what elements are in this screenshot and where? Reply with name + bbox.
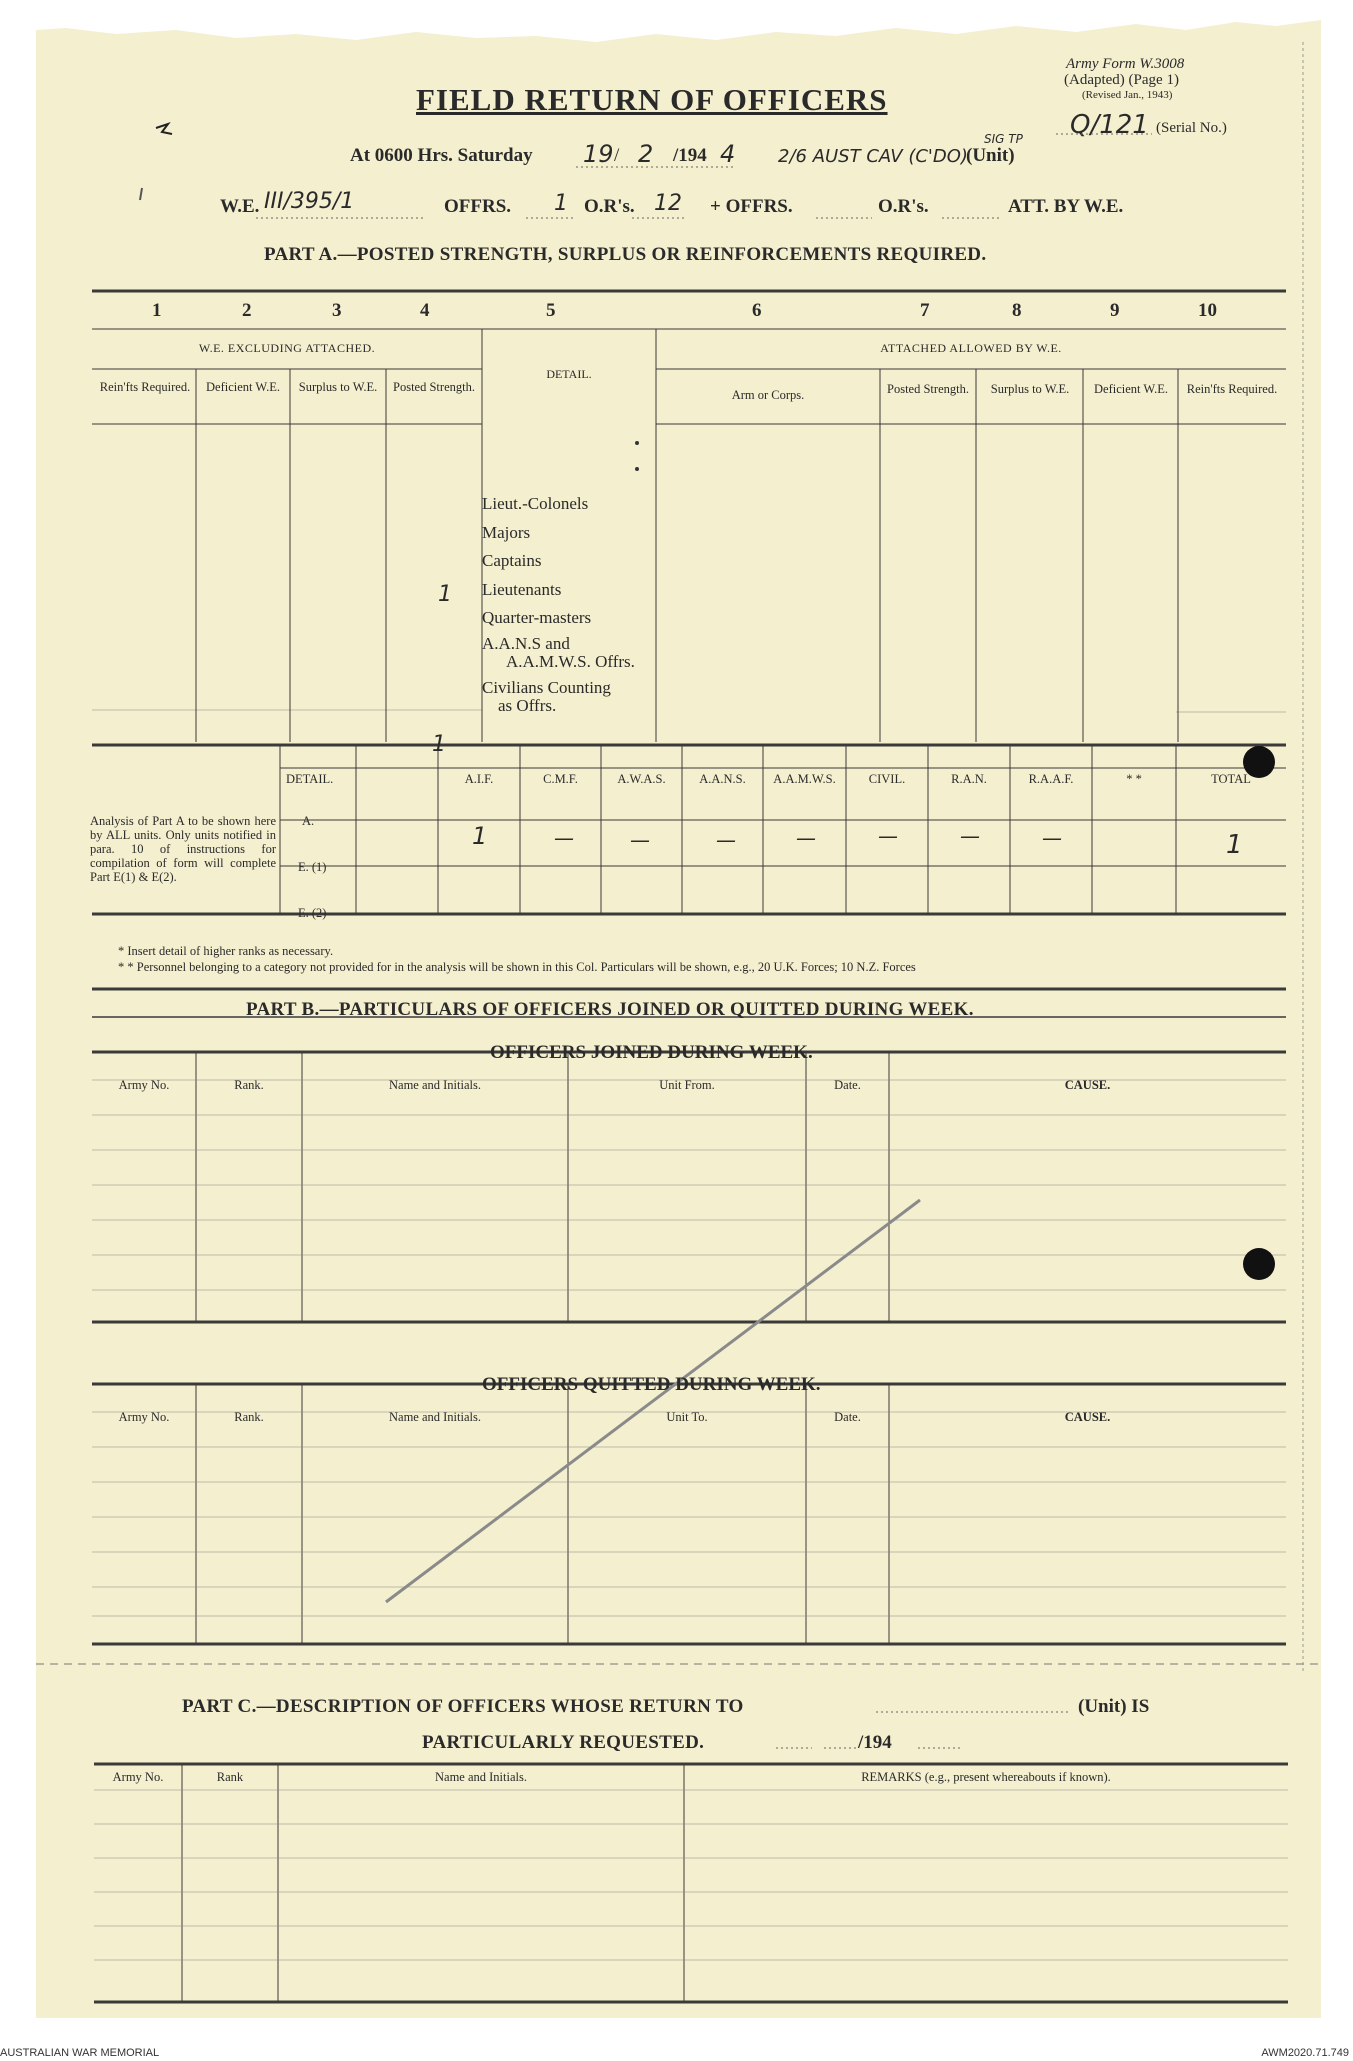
ors-value: 12 xyxy=(654,191,682,216)
detail-row: Civilians Counting xyxy=(482,677,611,697)
col-number-2: 2 xyxy=(242,300,252,321)
detail-row: A.A.M.W.S. Offrs. xyxy=(506,651,635,671)
army-form-revised: (Revised Jan., 1943) xyxy=(1082,89,1173,101)
quitted-header-cause: CAUSE. xyxy=(1064,1410,1111,1424)
footer-source: AUSTRALIAN WAR MEMORIAL xyxy=(0,2047,160,2059)
att-label: ATT. BY W.E. xyxy=(1008,196,1124,217)
detail-header: DETAIL. xyxy=(546,367,592,381)
part-c-date: /194 xyxy=(858,1732,892,1753)
col-number-5: 5 xyxy=(546,300,556,321)
joined-header-name: Name and Initials. xyxy=(389,1078,481,1092)
analysis-a-total: 1 xyxy=(1226,830,1243,860)
analysis-a-aamws: — xyxy=(796,826,816,850)
footnote-2: * * Personnel belonging to a category not provided for in the analysis will be shown in this Col. Particulars will be shown, e.g., 20 U.K. Forces; 10 N.Z. Forces xyxy=(118,960,916,974)
analysis-col-aif: A.I.F. xyxy=(464,772,494,786)
ors2-label: O.R's. xyxy=(878,196,929,217)
header-deficient-we-left: Deficient W.E. xyxy=(206,380,280,394)
analysis-col-aans: A.A.N.S. xyxy=(699,772,746,786)
footnote-1: * Insert detail of higher ranks as necessary. xyxy=(118,944,334,958)
unit-sup: SIG TP xyxy=(984,132,1023,146)
quitted-heading: OFFICERS QUITTED DURING WEEK. xyxy=(482,1374,821,1395)
lieutenants-posted-value: 1 xyxy=(438,582,452,607)
we-label: W.E. xyxy=(220,196,260,217)
joined-header-unit-from: Unit From. xyxy=(659,1078,715,1092)
part-c-header-rank: Rank xyxy=(216,1770,244,1784)
ors-label: O.R's. xyxy=(584,196,635,217)
joined-header-army-no: Army No. xyxy=(118,1078,170,1092)
detail-row: Lieutenants xyxy=(482,579,562,599)
attached-allowed-label: ATTACHED ALLOWED BY W.E. xyxy=(880,341,1062,355)
total-posted-value: 1 xyxy=(432,732,446,757)
quitted-header-rank: Rank. xyxy=(234,1410,264,1424)
col-number-8: 8 xyxy=(1012,300,1022,321)
unit-label: (Unit) xyxy=(966,145,1015,166)
col-number-10: 10 xyxy=(1198,300,1217,321)
quitted-header-army-no: Army No. xyxy=(118,1410,170,1424)
page-title: FIELD RETURN OF OFFICERS xyxy=(416,82,888,117)
part-c-header-remarks: REMARKS (e.g., present whereabouts if known). xyxy=(861,1770,1111,1784)
joined-header-rank: Rank. xyxy=(234,1078,264,1092)
detail-rank-list xyxy=(482,490,635,715)
col-number-1: 1 xyxy=(152,300,162,321)
col-number-4: 4 xyxy=(420,300,430,321)
analysis-a-awas: — xyxy=(630,828,650,852)
army-form-number: Army Form W.3008 xyxy=(1066,56,1185,72)
analysis-col-raaf: R.A.A.F. xyxy=(1028,772,1074,786)
serial-value: Q/121 xyxy=(1070,110,1149,140)
we-value: III/395/1 xyxy=(264,189,355,214)
quitted-header-date: Date. xyxy=(834,1410,861,1424)
detail-row: Captains xyxy=(482,551,542,570)
analysis-row-a: A. xyxy=(302,814,315,828)
plus-offrs-label: + OFFRS. xyxy=(710,196,793,217)
analysis-row-e1: E. (1) xyxy=(298,860,327,874)
analysis-col-total: TOTAL xyxy=(1211,772,1251,786)
header-reinfts-required-left: Rein'fts Required. xyxy=(99,380,191,394)
joined-header-cause: CAUSE. xyxy=(1064,1078,1111,1092)
part-b-heading: PART B.—PARTICULARS OF OFFICERS JOINED OR QUITTED DURING WEEK. xyxy=(246,999,974,1020)
analysis-row-e2: E. (2) xyxy=(298,906,327,920)
analysis-col-cmf: C.M.F. xyxy=(543,772,578,786)
part-c-unit-is: (Unit) IS xyxy=(1078,1696,1150,1717)
army-form-adapted: (Adapted) (Page 1) xyxy=(1064,72,1179,88)
header-arm-or-corps: Arm or Corps. xyxy=(731,388,805,402)
detail-row: A.A.N.S and xyxy=(482,633,570,653)
part-c-heading: PART C.—DESCRIPTION OF OFFICERS WHOSE RETURN TO xyxy=(182,1696,744,1717)
detail-row: as Offrs. xyxy=(498,695,557,715)
we-excluding-label: W.E. EXCLUDING ATTACHED. xyxy=(198,341,376,355)
header-posted-strength-left: Posted Strength. xyxy=(393,380,475,394)
form-sheet: Army Form W.3008 (Adapted) (Page 1) (Revised Jan., 1943) FIELD RETURN OF OFFICERS Q/121 (Serial No.) At 0600 Hrs. Saturday 19 / 2 /194 4 2/6 AUST CAV (C'DO) SIG TP (Unit) W.E. III/395/1 OFFRS. 1 O.R's. 12 + OFFRS. O.R's. ATT. BY W.E. PART A.—POSTED STRENGTH, SURPLUS OR REINFORCEMENTS REQUIRED. 1 2 3 4 5 6 7 8 9 10 W.E. EXCLUDING ATTACHED. ATTACHED ALLOWED BY W.E. DETAIL. Rein'fts Required. Deficient W.E. Surplus to W.E. Posted Strength. Arm or Corps. Posted Strength. Surplus to W.E. Deficient W.E. Rein'fts Required. Lieut.-Colonels Majors Captains Lieutenants Quarter-masters A.A.N.S and A.A.M.W.S. Offrs. Civilians Counting as Offrs. 1 1 Analysis of Part A to be shown here by ALL units. Only units notified in para. 10 of instructions for compilation of form will complete Part E(1) & E(2). DETAIL. A. E. (1) E. (2) A.I.F. C.M.F. A.W.A.S. A.A.N.S. A.A.M.W.S. CIVIL. R.A.N. R.A.A.F. * * TOTAL 1 — — — — — — — 1 * Insert detail of higher ranks as necessary. * * Personnel belonging to a category not provided for in the analysis will be shown in this Col. Particulars will be shown, e.g., 20 U.K. Forces; 10 N.Z. Forces PART B.—PARTICULARS OF OFFICERS JOINED OR QUITTED DURING WEEK. OFFICERS JOINED DURING WEEK. Army No. Rank. Name and Initials. Unit From. Date. CAUSE. OFFICERS QUITTED DURING WEEK. Army No. Rank. Name and Initials. Unit To. Date. CAUSE. PART C.—DESCRIPTION OF OFFICERS WHOSE RETURN TO (Unit) IS PARTICULARLY REQUESTED. /194 Army No. Rank Name and Initials. REMARKS (e.g., present whereabouts if known). xyxy=(36,12,1321,2018)
analysis-col-other: * * xyxy=(1126,772,1142,786)
analysis-col-ran: R.A.N. xyxy=(951,772,987,786)
header-deficient-we-right: Deficient W.E. xyxy=(1094,382,1168,396)
analysis-a-cmf: — xyxy=(554,826,574,850)
col-number-3: 3 xyxy=(332,300,342,321)
analysis-a-aif: 1 xyxy=(472,822,488,850)
analysis-a-ran: — xyxy=(960,824,980,848)
joined-header-date: Date. xyxy=(834,1078,861,1092)
header-posted-strength-right: Posted Strength. xyxy=(887,382,969,396)
analysis-col-awas: A.W.A.S. xyxy=(617,772,666,786)
analysis-col-civil: CIVIL. xyxy=(868,772,906,786)
offrs-label: OFFRS. xyxy=(444,196,512,217)
col-number-6: 6 xyxy=(752,300,762,321)
col-number-7: 7 xyxy=(920,300,930,321)
date-month: 2 xyxy=(638,140,654,168)
unit-value: 2/6 AUST CAV (C'DO) xyxy=(778,146,968,167)
part-c-header-name: Name and Initials. xyxy=(435,1770,527,1784)
analysis-a-aans: — xyxy=(716,828,736,852)
col-number-9: 9 xyxy=(1110,300,1120,321)
header-surplus-we-left: Surplus to W.E. xyxy=(298,380,378,394)
date-year-prefix: /194 xyxy=(673,145,707,166)
detail-row: Lieut.-Colonels xyxy=(482,494,589,513)
header-reinfts-required-right: Rein'fts Required. xyxy=(1186,382,1278,396)
part-c-requested: PARTICULARLY REQUESTED. xyxy=(422,1732,705,1753)
part-c-header-army-no: Army No. xyxy=(112,1770,164,1784)
quitted-header-unit-to: Unit To. xyxy=(666,1410,708,1424)
analysis-a-raaf: — xyxy=(1042,826,1062,850)
quitted-header-name: Name and Initials. xyxy=(389,1410,481,1424)
footer-accession: AWM2020.71.749 xyxy=(1261,2047,1349,2059)
detail-row: Quarter-masters xyxy=(482,608,592,627)
part-a-heading: PART A.—POSTED STRENGTH, SURPLUS OR REINFORCEMENTS REQUIRED. xyxy=(264,244,987,265)
offrs-value: 1 xyxy=(554,191,568,216)
date-year-digit: 4 xyxy=(720,140,736,168)
analysis-col-aamws: A.A.M.W.S. xyxy=(773,772,836,786)
serial-label: (Serial No.) xyxy=(1156,120,1227,136)
header-surplus-we-right: Surplus to W.E. xyxy=(990,382,1070,396)
detail-row: Majors xyxy=(482,522,531,542)
date-day: 19 xyxy=(583,140,614,168)
joined-heading: OFFICERS JOINED DURING WEEK. xyxy=(490,1042,813,1063)
at-label: At 0600 Hrs. Saturday xyxy=(350,145,533,166)
analysis-a-civil: — xyxy=(878,824,898,848)
analysis-note: Analysis of Part A to be shown here by ALL units. Only units notified in para. 10 of instructions for compilation of form will complete Part E(1) & E(2). xyxy=(90,814,276,884)
analysis-detail-label: DETAIL. xyxy=(286,772,334,786)
